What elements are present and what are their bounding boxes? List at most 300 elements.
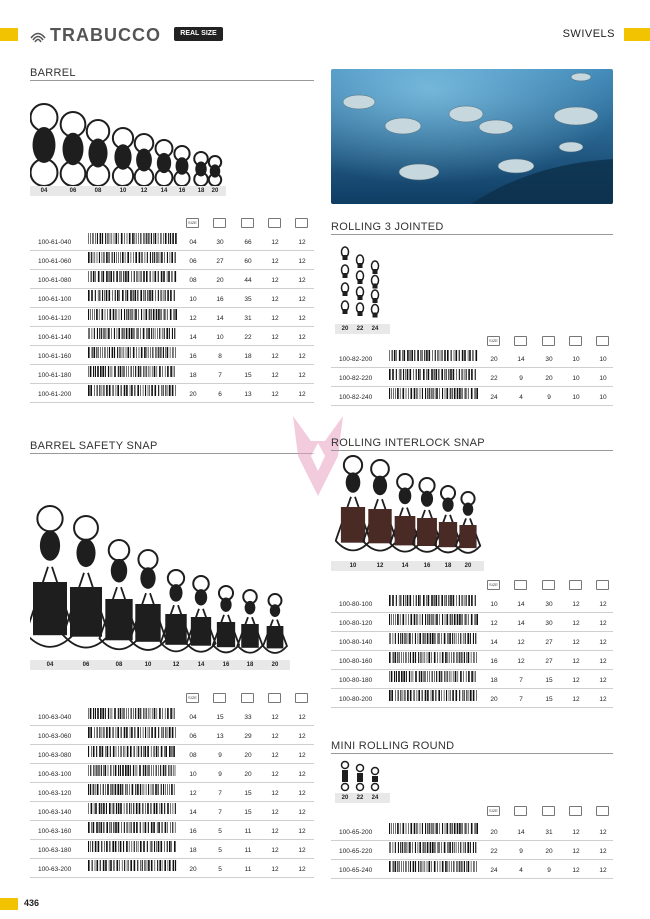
cell-size: 14	[490, 639, 498, 646]
cell-c3: 12	[271, 353, 279, 360]
size-icon: SIZE	[487, 336, 500, 346]
size-icon: SIZE	[186, 218, 199, 228]
product-code: 100-61-040	[38, 239, 72, 246]
cell-size: 18	[189, 372, 197, 379]
snap-swivel	[390, 474, 420, 552]
cell-c4: 12	[298, 714, 306, 721]
barcode	[389, 633, 479, 648]
cell-c2: 60	[244, 258, 252, 265]
interlock-sizes-bar	[331, 561, 484, 571]
cell-size: 20	[490, 356, 498, 363]
header-accent-bar-right	[624, 28, 650, 41]
cell-c2: 27	[545, 658, 553, 665]
size-label: 14	[160, 188, 168, 194]
cell-c2: 20	[545, 848, 553, 855]
pieces-icon	[569, 580, 582, 590]
product-code: 100-82-240	[339, 394, 373, 401]
cell-c2: 11	[244, 828, 252, 835]
cell-c3: 12	[572, 620, 580, 627]
fish-icon	[542, 806, 555, 816]
product-code: 100-80-160	[339, 658, 373, 665]
cell-c3: 12	[572, 848, 580, 855]
barrel-swivels-illustration	[30, 96, 230, 186]
cell-c3: 12	[572, 601, 580, 608]
cell-c2: 31	[545, 829, 553, 836]
mini-round-sizes-bar	[335, 793, 390, 803]
cell-c4: 12	[599, 620, 607, 627]
cell-c3: 12	[271, 790, 279, 797]
size-label: 16	[222, 662, 230, 668]
cell-c4: 12	[599, 829, 607, 836]
size-label: 08	[94, 188, 102, 194]
pack-weight-icon	[213, 693, 226, 703]
size-label: 18	[444, 563, 452, 569]
size-label: 06	[82, 662, 90, 668]
cell-c1: 13	[216, 733, 224, 740]
cell-size: 10	[490, 601, 498, 608]
cell-c2: 15	[545, 677, 553, 684]
barcode	[88, 290, 178, 305]
table-row	[30, 745, 314, 764]
cell-c3: 12	[572, 658, 580, 665]
cell-c4: 12	[298, 277, 306, 284]
product-code: 100-61-180	[38, 372, 72, 379]
barcode	[88, 347, 178, 362]
cell-size: 20	[490, 829, 498, 836]
rolling3-title: ROLLING 3 JOINTED	[331, 221, 444, 233]
product-code: 100-63-100	[38, 771, 72, 778]
size-label: 22	[356, 326, 364, 332]
barcode	[389, 614, 479, 629]
barcode	[88, 366, 178, 381]
product-code: 100-65-200	[339, 829, 373, 836]
barrel-swivel	[194, 152, 208, 186]
fish-icon	[241, 693, 254, 703]
cell-size: 18	[189, 847, 197, 854]
cell-c1: 6	[218, 391, 222, 398]
size-label: 24	[371, 795, 379, 801]
snap-swivel	[161, 570, 192, 651]
barcode	[88, 271, 178, 286]
size-label: 04	[46, 662, 54, 668]
mini-round-swivel	[342, 762, 349, 791]
product-code: 100-61-100	[38, 296, 72, 303]
cell-c2: 22	[244, 334, 252, 341]
barcode	[389, 595, 479, 610]
cell-c2: 11	[244, 847, 252, 854]
pack-weight-icon	[514, 806, 527, 816]
size-label: 20	[271, 662, 279, 668]
cell-c1: 7	[519, 696, 523, 703]
cell-c2: 15	[545, 696, 553, 703]
barrel-title-rule	[30, 80, 314, 81]
size-label: 16	[423, 563, 431, 569]
barrel-swivel	[156, 140, 173, 186]
barrel-swivel	[31, 104, 58, 186]
barcode	[389, 690, 479, 705]
cell-c3: 12	[271, 372, 279, 379]
cell-size: 16	[189, 353, 197, 360]
barrel-swivel	[135, 134, 154, 186]
pieces-icon	[569, 336, 582, 346]
size-icon: SIZE	[487, 580, 500, 590]
cell-c1: 12	[517, 639, 525, 646]
cell-c3: 12	[271, 771, 279, 778]
barcode	[88, 765, 178, 780]
pack-weight-icon	[213, 218, 226, 228]
table-row	[30, 232, 314, 251]
mini-round-title-rule	[331, 753, 613, 754]
cell-c4: 10	[599, 375, 607, 382]
cell-c2: 18	[244, 353, 252, 360]
barcode	[88, 746, 178, 761]
box-icon	[596, 580, 609, 590]
product-code: 100-63-120	[38, 790, 72, 797]
cell-c4: 12	[298, 866, 306, 873]
cell-c2: 33	[244, 714, 252, 721]
cell-c2: 30	[545, 356, 553, 363]
cell-c4: 12	[599, 658, 607, 665]
product-code: 100-61-140	[38, 334, 72, 341]
size-label: 18	[197, 188, 205, 194]
cell-size: 04	[189, 714, 197, 721]
cell-c1: 4	[519, 867, 523, 874]
section-title: SWIVELS	[562, 28, 615, 40]
cell-c1: 14	[216, 315, 224, 322]
interlock-column-icons	[331, 580, 613, 592]
table-row	[331, 613, 613, 632]
interlock-title-rule	[331, 450, 613, 451]
barrel-swivel	[87, 120, 109, 186]
cell-c1: 14	[517, 829, 525, 836]
cell-size: 24	[490, 867, 498, 874]
cell-c3: 12	[271, 334, 279, 341]
cell-c4: 12	[599, 848, 607, 855]
cell-size: 24	[490, 394, 498, 401]
cell-c1: 20	[216, 277, 224, 284]
barrel-title: BARREL	[30, 67, 76, 79]
barcode	[389, 823, 479, 838]
cell-size: 12	[189, 790, 197, 797]
barcode	[88, 860, 178, 875]
cell-c2: 13	[244, 391, 252, 398]
cell-c4: 12	[298, 752, 306, 759]
cell-c3: 10	[572, 375, 580, 382]
table-row	[331, 387, 613, 406]
product-code: 100-63-160	[38, 828, 72, 835]
box-icon	[596, 336, 609, 346]
cell-c1: 5	[218, 828, 222, 835]
table-row	[30, 726, 314, 745]
product-code: 100-63-180	[38, 847, 72, 854]
cell-c1: 14	[517, 356, 525, 363]
barcode	[88, 784, 178, 799]
table-row	[30, 859, 314, 878]
size-label: 20	[341, 795, 349, 801]
size-label: 16	[178, 188, 186, 194]
underwater-fish-photo	[331, 69, 613, 204]
barrel-sizes-bar	[30, 186, 226, 196]
product-code: 100-82-220	[339, 375, 373, 382]
barcode	[88, 708, 178, 723]
mini-round-swivel	[357, 765, 364, 791]
mini-round-title: MINI ROLLING ROUND	[331, 740, 455, 752]
cell-c3: 12	[572, 867, 580, 874]
barrel-safety-swivels-illustration	[30, 498, 290, 660]
cell-c2: 20	[244, 752, 252, 759]
cell-size: 06	[189, 733, 197, 740]
rolling3-swivels-illustration	[335, 246, 390, 324]
size-label: 10	[144, 662, 152, 668]
product-code: 100-63-140	[38, 809, 72, 816]
table-row	[331, 632, 613, 651]
cell-c2: 11	[244, 866, 252, 873]
size-label: 18	[246, 662, 254, 668]
product-code: 100-61-080	[38, 277, 72, 284]
barrel-swivel	[113, 128, 133, 186]
barcode	[88, 233, 178, 248]
table-row	[30, 821, 314, 840]
box-icon	[295, 693, 308, 703]
cell-c1: 9	[519, 848, 523, 855]
cell-size: 20	[490, 696, 498, 703]
cell-c4: 12	[298, 391, 306, 398]
cell-c4: 12	[298, 828, 306, 835]
cell-c1: 16	[216, 296, 224, 303]
barcode	[88, 328, 178, 343]
barrel-safety-sizes-bar	[30, 660, 290, 670]
cell-c4: 10	[599, 394, 607, 401]
barcode	[389, 671, 479, 686]
cell-c4: 12	[298, 315, 306, 322]
cell-c1: 14	[517, 620, 525, 627]
size-label: 22	[356, 795, 364, 801]
snap-swivel	[187, 576, 216, 652]
product-code: 100-61-120	[38, 315, 72, 322]
cell-size: 08	[189, 277, 197, 284]
rolling3-sizes-bar	[335, 324, 390, 334]
cell-c4: 12	[298, 809, 306, 816]
cell-c4: 12	[599, 639, 607, 646]
cell-c4: 12	[298, 296, 306, 303]
table-row	[331, 651, 613, 670]
table-row	[30, 327, 314, 346]
fish-icon	[542, 336, 555, 346]
cell-size: 22	[490, 848, 498, 855]
table-row	[331, 689, 613, 708]
barcode	[389, 861, 479, 876]
table-row	[30, 384, 314, 403]
table-row	[30, 270, 314, 289]
size-label: 24	[371, 326, 379, 332]
cell-c4: 12	[599, 677, 607, 684]
cell-c2: 35	[244, 296, 252, 303]
barrel-safety-column-icons	[30, 693, 314, 705]
cell-size: 16	[490, 658, 498, 665]
mini-round-swivels-illustration	[335, 760, 390, 792]
box-icon	[596, 806, 609, 816]
table-row	[331, 594, 613, 613]
size-icon: SIZE	[487, 806, 500, 816]
rolling3-title-rule	[331, 234, 613, 235]
logo-mark-icon	[30, 28, 46, 44]
barcode	[389, 842, 479, 857]
product-code: 100-61-060	[38, 258, 72, 265]
cell-size: 08	[189, 752, 197, 759]
product-code: 100-80-180	[339, 677, 373, 684]
table-row	[30, 346, 314, 365]
cell-size: 18	[490, 677, 498, 684]
cell-size: 22	[490, 375, 498, 382]
pack-weight-icon	[514, 336, 527, 346]
cell-size: 14	[189, 809, 197, 816]
cell-c2: 15	[244, 372, 252, 379]
cell-c1: 9	[218, 771, 222, 778]
product-code: 100-63-060	[38, 733, 72, 740]
size-label: 20	[464, 563, 472, 569]
cell-c1: 4	[519, 394, 523, 401]
barcode	[88, 841, 178, 856]
snap-swivel	[30, 506, 74, 647]
table-row	[30, 308, 314, 327]
size-label: 04	[40, 188, 48, 194]
mini-round-swivel	[372, 768, 379, 791]
snap-swivel	[237, 590, 262, 653]
table-row	[30, 707, 314, 726]
cell-size: 20	[189, 391, 197, 398]
table-row	[331, 822, 613, 841]
barrel-safety-title: BARREL SAFETY SNAP	[30, 440, 158, 452]
cell-size: 10	[189, 771, 197, 778]
cell-c1: 9	[519, 375, 523, 382]
cell-c4: 12	[298, 239, 306, 246]
page-number: 436	[24, 898, 40, 908]
cell-c1: 10	[216, 334, 224, 341]
cell-c1: 27	[216, 258, 224, 265]
cell-c3: 12	[572, 639, 580, 646]
cell-c2: 30	[545, 620, 553, 627]
size-label: 12	[140, 188, 148, 194]
cell-c1: 7	[218, 809, 222, 816]
cell-c2: 9	[547, 867, 551, 874]
product-code: 100-63-040	[38, 714, 72, 721]
size-label: 06	[69, 188, 77, 194]
cell-c4: 10	[599, 356, 607, 363]
cell-c4: 12	[599, 601, 607, 608]
product-code: 100-80-100	[339, 601, 373, 608]
snap-swivel	[213, 586, 239, 652]
size-label: 08	[115, 662, 123, 668]
cell-c4: 12	[298, 771, 306, 778]
size-label: 20	[211, 188, 219, 194]
pieces-icon	[268, 693, 281, 703]
cell-c3: 12	[271, 866, 279, 873]
snap-swivel	[63, 516, 109, 648]
product-code: 100-80-140	[339, 639, 373, 646]
barcode	[389, 350, 479, 365]
cell-c3: 12	[271, 809, 279, 816]
barcode	[389, 388, 479, 403]
size-label: 10	[349, 563, 357, 569]
cell-c4: 12	[599, 696, 607, 703]
cell-size: 20	[189, 866, 197, 873]
barcode	[88, 385, 178, 400]
fish-icon	[542, 580, 555, 590]
table-row	[331, 349, 613, 368]
barrel-swivel	[174, 146, 189, 186]
cell-c2: 27	[545, 639, 553, 646]
table-row	[30, 365, 314, 384]
footer-accent-bar	[0, 898, 18, 910]
brand-name: TRABUCCO	[50, 25, 161, 45]
product-code: 100-61-160	[38, 353, 72, 360]
cell-c2: 44	[244, 277, 252, 284]
product-code: 100-63-200	[38, 866, 72, 873]
table-row	[30, 289, 314, 308]
table-row	[30, 764, 314, 783]
pieces-icon	[569, 806, 582, 816]
brand-logo	[30, 25, 161, 46]
cell-c3: 12	[271, 296, 279, 303]
cell-c3: 10	[572, 356, 580, 363]
product-code: 100-80-200	[339, 696, 373, 703]
cell-size: 14	[189, 334, 197, 341]
cell-c3: 12	[572, 829, 580, 836]
size-label: 12	[172, 662, 180, 668]
cell-c3: 12	[271, 277, 279, 284]
cell-c1: 5	[218, 847, 222, 854]
barrel-safety-title-rule	[30, 453, 314, 454]
cell-size: 16	[189, 828, 197, 835]
table-row	[30, 802, 314, 821]
barcode	[88, 309, 178, 324]
table-row	[30, 251, 314, 270]
cell-size: 06	[189, 258, 197, 265]
pack-weight-icon	[514, 580, 527, 590]
barcode	[88, 803, 178, 818]
size-label: 14	[401, 563, 409, 569]
cell-c1: 7	[519, 677, 523, 684]
interlock-title: ROLLING INTERLOCK SNAP	[331, 437, 485, 449]
cell-c1: 9	[218, 752, 222, 759]
table-row	[331, 368, 613, 387]
size-label: 14	[197, 662, 205, 668]
pieces-icon	[268, 218, 281, 228]
table-row	[331, 670, 613, 689]
cell-size: 12	[490, 620, 498, 627]
product-code: 100-65-220	[339, 848, 373, 855]
size-label: 12	[376, 563, 384, 569]
snap-swivel	[263, 594, 287, 653]
cell-size: 12	[189, 315, 197, 322]
fish-icon	[241, 218, 254, 228]
cell-c4: 12	[298, 733, 306, 740]
cell-c3: 12	[271, 391, 279, 398]
real-size-badge: REAL SIZE	[174, 27, 223, 41]
cell-c2: 30	[545, 601, 553, 608]
cell-c1: 14	[517, 601, 525, 608]
cell-c2: 15	[244, 809, 252, 816]
cell-c3: 12	[572, 696, 580, 703]
table-row	[30, 840, 314, 859]
cell-c4: 12	[298, 847, 306, 854]
snap-swivel	[456, 492, 480, 553]
cell-c4: 12	[298, 372, 306, 379]
snap-swivel	[130, 550, 166, 650]
barrel-swivel	[209, 156, 221, 186]
cell-c4: 12	[599, 867, 607, 874]
cell-c3: 12	[271, 733, 279, 740]
